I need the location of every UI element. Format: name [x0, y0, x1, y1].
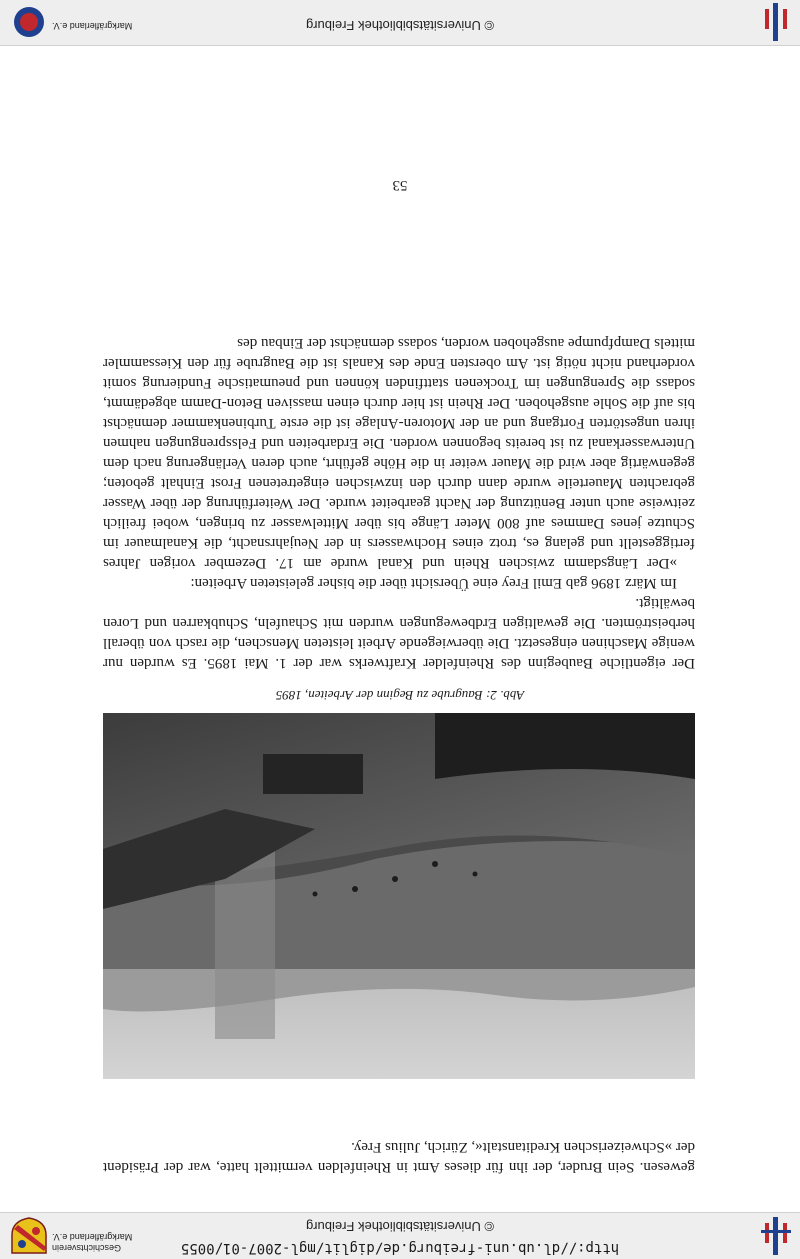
society-name-line2: Markgräflerland e.V.: [52, 1232, 133, 1242]
footer-society-name: Markgräflerland e.V.: [52, 21, 133, 31]
footer-copyright: © Universitätsbibliothek Freiburg: [305, 18, 495, 33]
paragraph-overview: Im März 1896 gab Emil Frey eine Übersicht über die bisher geleisteten Arbeiten:: [190, 575, 677, 591]
society-name: [52, 1231, 132, 1253]
construction-site-image: [103, 713, 695, 1079]
intro-text: gewesen. Sein Bruder, der ihn für dieses Amt in Rheinfelden vermittelt hatte, war der Präsident der »Schweizerischen Kreditanstalt«, Zürich, Julius Frey.: [103, 1139, 695, 1175]
viewer-footer: [0, 0, 800, 46]
copyright-notice: © Universitätsbibliothek Freiburg: [305, 1219, 495, 1234]
society-name-line1: Geschichtsverein: [52, 1243, 122, 1253]
viewer-header: [0, 1212, 800, 1259]
main-text: [103, 333, 695, 673]
document-url[interactable]: http://dl.ub.uni-freiburg.de/diglit/mgl-2007-01/0055: [180, 1240, 620, 1256]
construction-photo: [103, 713, 695, 1079]
page-number: 53: [392, 177, 408, 193]
footer-society-crest-icon[interactable]: [8, 3, 50, 41]
paragraph-construction-start: Der eigentliche Baubeginn des Rheinfelder Kraftwerks war der 1. Mai 1895. Es wurden nur wenige Maschinen eingesetzt. Die überwiegende Arbeit leisteten Menschen, die rasch von überall herbeiströmten. Die gewaltigen Erdbewegungen wurden mit Schaufeln, Schubkarren und Loren bewältigt.: [103, 595, 695, 671]
intro-paragraph: [103, 1137, 695, 1177]
paragraph-quote: »Der Längsdamm zwischen Rhein und Kanal wurde am 17. Dezember vorigen Jahres fertiggestellt und gelang es, trotz eines Hochwassers in der Neujahrsnacht, die Kanalmauer im Schutze jenes Dammes auf 800 Meter Länge bis über Mittelwasser zu bringen, wobei freilich zeitweise auch unter Benützung der Nacht gearbeitet wurde. Der Weiterführung der über Wasser gebrachten Mauerteile wurde dann durch den inzwischen eingetretenen Frost Einhalt geboten; gegenwärtig aber wird die Mauer weiter in die Höhe geführt, auch deren Verlängerung nach dem Unterwasserkanal zu ist bereits begonnen worden. Die Erdarbeiten und Felssprengungen nahmen ihren ungestörten Fortgang und an der Motoren-Anlage ist die erste Turbinenkammer demnächst bis auf die Sohle ausgehoben. Der Rhein ist hier durch einen massiven Beton-Damm abgedämmt, sodass die Sprengungen im Trockenen stattfinden können und pneumatische Fundierung somit vorderhand nicht nötig ist. Am obersten Ende des Kanals ist die Baugrube für den Kiessammler mittels Dampfpumpe ausgehoben worden, sodass demnächst der Einbau des: [103, 335, 695, 571]
figure-caption: Abb. 2: Baugrube zu Beginn der Arbeiten, 1895: [275, 688, 525, 703]
society-crest-icon[interactable]: [8, 1217, 50, 1255]
